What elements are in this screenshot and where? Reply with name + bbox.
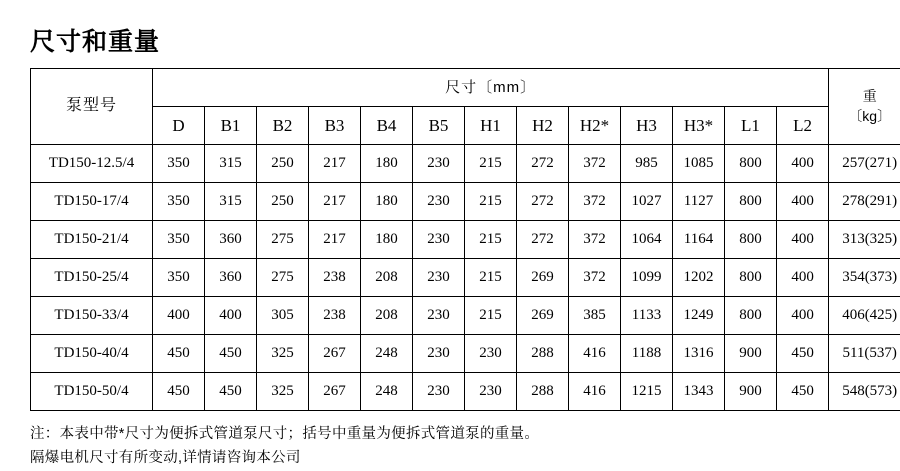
cell-h1: 230 bbox=[465, 335, 517, 373]
header-row-group bbox=[31, 69, 900, 107]
cell-model: TD150-25/4 bbox=[31, 259, 153, 297]
cell-d: 400 bbox=[153, 297, 205, 335]
cell-model: TD150-12.5/4 bbox=[31, 145, 153, 183]
cell-model: TD150-17/4 bbox=[31, 183, 153, 221]
cell-b3: 267 bbox=[309, 373, 361, 411]
cell-l1: 800 bbox=[725, 221, 777, 259]
header-row-columns bbox=[31, 107, 900, 145]
cell-l1: 900 bbox=[725, 373, 777, 411]
header-col-b5: B5 bbox=[413, 107, 465, 145]
cell-h3-star: 1316 bbox=[673, 335, 725, 373]
cell-b4: 180 bbox=[361, 183, 413, 221]
cell-h1: 215 bbox=[465, 259, 517, 297]
cell-b5: 230 bbox=[413, 221, 465, 259]
table-row bbox=[31, 145, 900, 183]
cell-h3: 1188 bbox=[621, 335, 673, 373]
cell-b3: 217 bbox=[309, 221, 361, 259]
cell-l1: 800 bbox=[725, 183, 777, 221]
header-col-h1: H1 bbox=[465, 107, 517, 145]
cell-b5: 230 bbox=[413, 335, 465, 373]
header-weight-line2: 〔kg〕 bbox=[829, 107, 900, 127]
cell-b4: 208 bbox=[361, 297, 413, 335]
cell-b4: 248 bbox=[361, 373, 413, 411]
cell-b2: 325 bbox=[257, 335, 309, 373]
cell-h2-star: 372 bbox=[569, 145, 621, 183]
header-col-b2: B2 bbox=[257, 107, 309, 145]
header-col-h2: H2 bbox=[517, 107, 569, 145]
cell-b2: 325 bbox=[257, 373, 309, 411]
cell-b2: 250 bbox=[257, 145, 309, 183]
cell-l2: 400 bbox=[777, 183, 829, 221]
cell-b5: 230 bbox=[413, 183, 465, 221]
table-row bbox=[31, 221, 900, 259]
cell-d: 350 bbox=[153, 221, 205, 259]
table-row bbox=[31, 297, 900, 335]
cell-l2: 400 bbox=[777, 145, 829, 183]
cell-b1: 360 bbox=[205, 221, 257, 259]
cell-b3: 217 bbox=[309, 145, 361, 183]
cell-weight: 354(373) bbox=[829, 259, 900, 297]
cell-b4: 248 bbox=[361, 335, 413, 373]
cell-h1: 215 bbox=[465, 183, 517, 221]
dimensions-weight-table bbox=[30, 68, 900, 411]
header-weight-line1: 重 bbox=[829, 87, 900, 107]
cell-model: TD150-50/4 bbox=[31, 373, 153, 411]
cell-h3-star: 1202 bbox=[673, 259, 725, 297]
cell-h2-star: 385 bbox=[569, 297, 621, 335]
cell-h2: 269 bbox=[517, 259, 569, 297]
cell-b4: 180 bbox=[361, 221, 413, 259]
cell-h2-star: 416 bbox=[569, 335, 621, 373]
cell-b1: 450 bbox=[205, 335, 257, 373]
cell-h3-star: 1249 bbox=[673, 297, 725, 335]
footnotes bbox=[30, 423, 870, 471]
cell-b2: 275 bbox=[257, 259, 309, 297]
cell-h2-star: 372 bbox=[569, 221, 621, 259]
table-header bbox=[31, 69, 900, 145]
cell-l1: 900 bbox=[725, 335, 777, 373]
cell-h2: 288 bbox=[517, 373, 569, 411]
cell-l1: 800 bbox=[725, 145, 777, 183]
cell-model: TD150-33/4 bbox=[31, 297, 153, 335]
cell-h1: 215 bbox=[465, 221, 517, 259]
cell-d: 450 bbox=[153, 335, 205, 373]
cell-b5: 230 bbox=[413, 145, 465, 183]
header-weight-group bbox=[829, 69, 900, 145]
cell-h3: 1099 bbox=[621, 259, 673, 297]
cell-h3: 1027 bbox=[621, 183, 673, 221]
cell-b2: 275 bbox=[257, 221, 309, 259]
cell-h1: 215 bbox=[465, 297, 517, 335]
table-body bbox=[31, 145, 900, 411]
cell-b2: 305 bbox=[257, 297, 309, 335]
cell-h3: 985 bbox=[621, 145, 673, 183]
cell-l1: 800 bbox=[725, 259, 777, 297]
footnote-line-1: 注：本表中带*尺寸为便拆式管道泵尺寸；括号中重量为便拆式管道泵的重量。 bbox=[30, 423, 870, 447]
cell-h3: 1064 bbox=[621, 221, 673, 259]
cell-b1: 450 bbox=[205, 373, 257, 411]
cell-l1: 800 bbox=[725, 297, 777, 335]
cell-l2: 400 bbox=[777, 221, 829, 259]
header-col-d: D bbox=[153, 107, 205, 145]
cell-weight: 278(291) bbox=[829, 183, 900, 221]
cell-weight: 406(425) bbox=[829, 297, 900, 335]
cell-b3: 217 bbox=[309, 183, 361, 221]
cell-weight: 511(537) bbox=[829, 335, 900, 373]
cell-l2: 450 bbox=[777, 373, 829, 411]
cell-b1: 315 bbox=[205, 145, 257, 183]
header-pump-model: 泵型号 bbox=[31, 69, 153, 145]
cell-h2: 272 bbox=[517, 183, 569, 221]
header-col-b1: B1 bbox=[205, 107, 257, 145]
cell-b5: 230 bbox=[413, 297, 465, 335]
header-col-h2-star: H2* bbox=[569, 107, 621, 145]
cell-model: TD150-40/4 bbox=[31, 335, 153, 373]
cell-b3: 267 bbox=[309, 335, 361, 373]
cell-b3: 238 bbox=[309, 297, 361, 335]
table-row bbox=[31, 259, 900, 297]
cell-h3: 1215 bbox=[621, 373, 673, 411]
cell-d: 350 bbox=[153, 145, 205, 183]
cell-l2: 450 bbox=[777, 335, 829, 373]
cell-b4: 208 bbox=[361, 259, 413, 297]
cell-h2-star: 416 bbox=[569, 373, 621, 411]
cell-h2: 269 bbox=[517, 297, 569, 335]
cell-h1: 230 bbox=[465, 373, 517, 411]
header-col-b3: B3 bbox=[309, 107, 361, 145]
header-col-l1: L1 bbox=[725, 107, 777, 145]
cell-weight: 548(573) bbox=[829, 373, 900, 411]
footnote-line-2: 隔爆电机尺寸有所变动,详情请咨询本公司 bbox=[30, 447, 870, 471]
cell-model: TD150-21/4 bbox=[31, 221, 153, 259]
cell-d: 350 bbox=[153, 259, 205, 297]
cell-h3-star: 1085 bbox=[673, 145, 725, 183]
cell-b3: 238 bbox=[309, 259, 361, 297]
header-col-b4: B4 bbox=[361, 107, 413, 145]
table-row bbox=[31, 183, 900, 221]
cell-h3: 1133 bbox=[621, 297, 673, 335]
header-col-h3-star: H3* bbox=[673, 107, 725, 145]
cell-h3-star: 1164 bbox=[673, 221, 725, 259]
cell-h1: 215 bbox=[465, 145, 517, 183]
cell-weight: 313(325) bbox=[829, 221, 900, 259]
cell-h2: 288 bbox=[517, 335, 569, 373]
cell-b2: 250 bbox=[257, 183, 309, 221]
cell-l2: 400 bbox=[777, 297, 829, 335]
cell-h3-star: 1343 bbox=[673, 373, 725, 411]
cell-h2: 272 bbox=[517, 145, 569, 183]
cell-b5: 230 bbox=[413, 259, 465, 297]
header-col-l2: L2 bbox=[777, 107, 829, 145]
page-title: 尺寸和重量 bbox=[30, 0, 870, 68]
cell-d: 450 bbox=[153, 373, 205, 411]
table-row bbox=[31, 373, 900, 411]
cell-b1: 315 bbox=[205, 183, 257, 221]
cell-h2: 272 bbox=[517, 221, 569, 259]
cell-weight: 257(271) bbox=[829, 145, 900, 183]
table-row bbox=[31, 335, 900, 373]
cell-b4: 180 bbox=[361, 145, 413, 183]
cell-d: 350 bbox=[153, 183, 205, 221]
cell-h2-star: 372 bbox=[569, 183, 621, 221]
header-col-h3: H3 bbox=[621, 107, 673, 145]
header-dimensions-group: 尺寸〔mm〕 bbox=[153, 69, 829, 107]
cell-l2: 400 bbox=[777, 259, 829, 297]
cell-b1: 400 bbox=[205, 297, 257, 335]
cell-h2-star: 372 bbox=[569, 259, 621, 297]
cell-b1: 360 bbox=[205, 259, 257, 297]
cell-h3-star: 1127 bbox=[673, 183, 725, 221]
cell-b5: 230 bbox=[413, 373, 465, 411]
